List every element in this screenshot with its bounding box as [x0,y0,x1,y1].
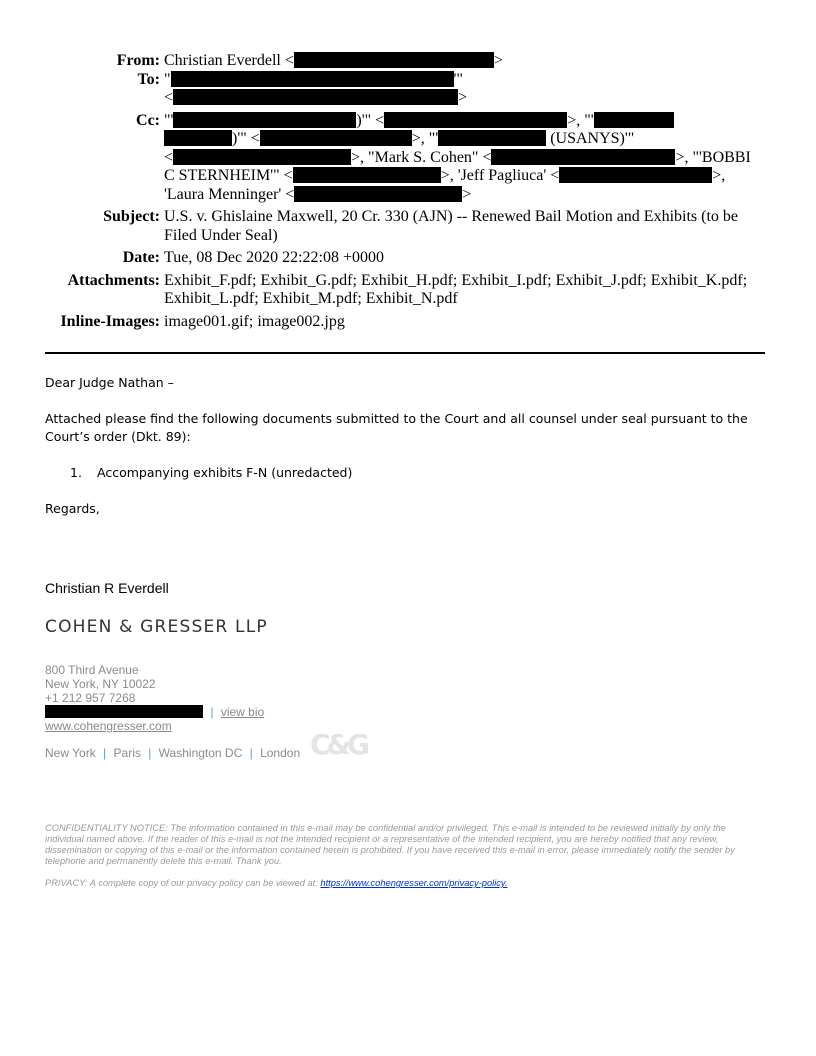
redaction [260,130,412,146]
redaction [491,149,675,165]
office-paris: Paris [113,746,141,760]
date-row [0,249,816,268]
from-value: Christian Everdell < [164,52,294,69]
email-header [0,52,816,331]
website-line [45,719,172,733]
subject-label: Subject: [103,208,160,225]
address-line-2: New York, NY 10022 [45,677,156,691]
inline-images-row [0,313,816,332]
redaction [594,112,674,128]
list-number: 1. [70,465,82,480]
list-item: Accompanying exhibits F-N (unredacted) [97,465,353,480]
attachments-label: Attachments: [67,271,160,289]
redaction [294,52,494,68]
redaction [173,112,356,128]
signature-name: Christian R Everdell [45,580,169,596]
subject-row [0,208,816,245]
closing: Regards, [45,501,100,516]
privacy-policy-link[interactable]: https://www.cohengresser.com/privacy-policy. [320,878,508,888]
privacy-notice: PRIVACY: A complete copy of our privacy policy can be viewed at: https://www.cohengresser.com/privacy-policy. [45,878,508,888]
redaction [294,186,462,202]
redaction [171,71,454,87]
firm-logo: C&G [310,728,366,761]
email-bio-line: | view bio [45,705,264,719]
redaction [559,167,712,183]
to-label: To: [137,70,160,88]
redaction [164,130,232,146]
inline-images-value: image001.gif; image002.jpg [164,312,345,330]
from-row: From: Christian Everdell < > [116,52,503,69]
website-link[interactable]: www.cohengresser.com [45,719,172,733]
phone: +1 212 957 7268 [45,691,136,705]
header-divider [45,352,765,354]
office-london: London [260,746,301,760]
date-value: Tue, 08 Dec 2020 22:22:08 +0000 [164,249,384,266]
redaction [293,167,441,183]
attachments-value: Exhibit_F.pdf; Exhibit_G.pdf; Exhibit_H.pdf; Exhibit_I.pdf; Exhibit_J.pdf; Exhibit_K.pdf; Exhibit_L.pdf; Exhibit_M.pdf; Exhibit_N.pdf [164,271,748,307]
redaction [438,130,546,146]
redaction [173,89,458,105]
cc-label: Cc: [136,111,160,129]
cc-row: Cc: "' )'" < >, "' )'" < >, "' (USANYS)'" < >, "Mark S. Cohen" < >, "'BOBBI C STERNHEIM'" < >, 'Jeff Pagliuca' < >, 'Laura Menninger' < > [136,111,751,203]
attachments-row [0,272,816,309]
redaction [384,112,567,128]
redaction [45,705,203,718]
offices-line: New York | Paris | Washington DC | London [45,746,301,760]
view-bio-link[interactable]: view bio [220,705,265,719]
confidentiality-notice: CONFIDENTIALITY NOTICE: The information contained in this e-mail may be confidential and/or privileged. This e-mail is intended to be reviewed initially by only the individual named above. If the reader of this e-mail is not the intended recipient or a representative of the intended recipient, you are hereby notified that any review, dissemination or copying of this e-mail or the information contained herein is prohibited. If you have received this e-mail in error, please immediately notify the sender by telephone and permanently delete this e-mail. Thank you. [45,823,735,866]
to-row: To: " '" < > [137,70,468,106]
firm-name: COHEN & GRESSER LLP [45,617,268,637]
office-washington: Washington DC [158,746,243,760]
inline-images-label: Inline-Images: [60,312,160,330]
from-label: From: [116,52,160,69]
office-new-york: New York [45,746,96,760]
subject-value: U.S. v. Ghislaine Maxwell, 20 Cr. 330 (AJN) -- Renewed Bail Motion and Exhibits (to be Filed Under Seal) [164,208,738,244]
redaction [173,149,351,165]
body-paragraph: Attached please find the following documents submitted to the Court and all counsel under seal pursuant to the Court’s order (Dkt. 89): [45,411,748,444]
date-label: Date: [122,249,160,266]
greeting: Dear Judge Nathan – [45,375,174,390]
address-line-1: 800 Third Avenue [45,663,139,677]
